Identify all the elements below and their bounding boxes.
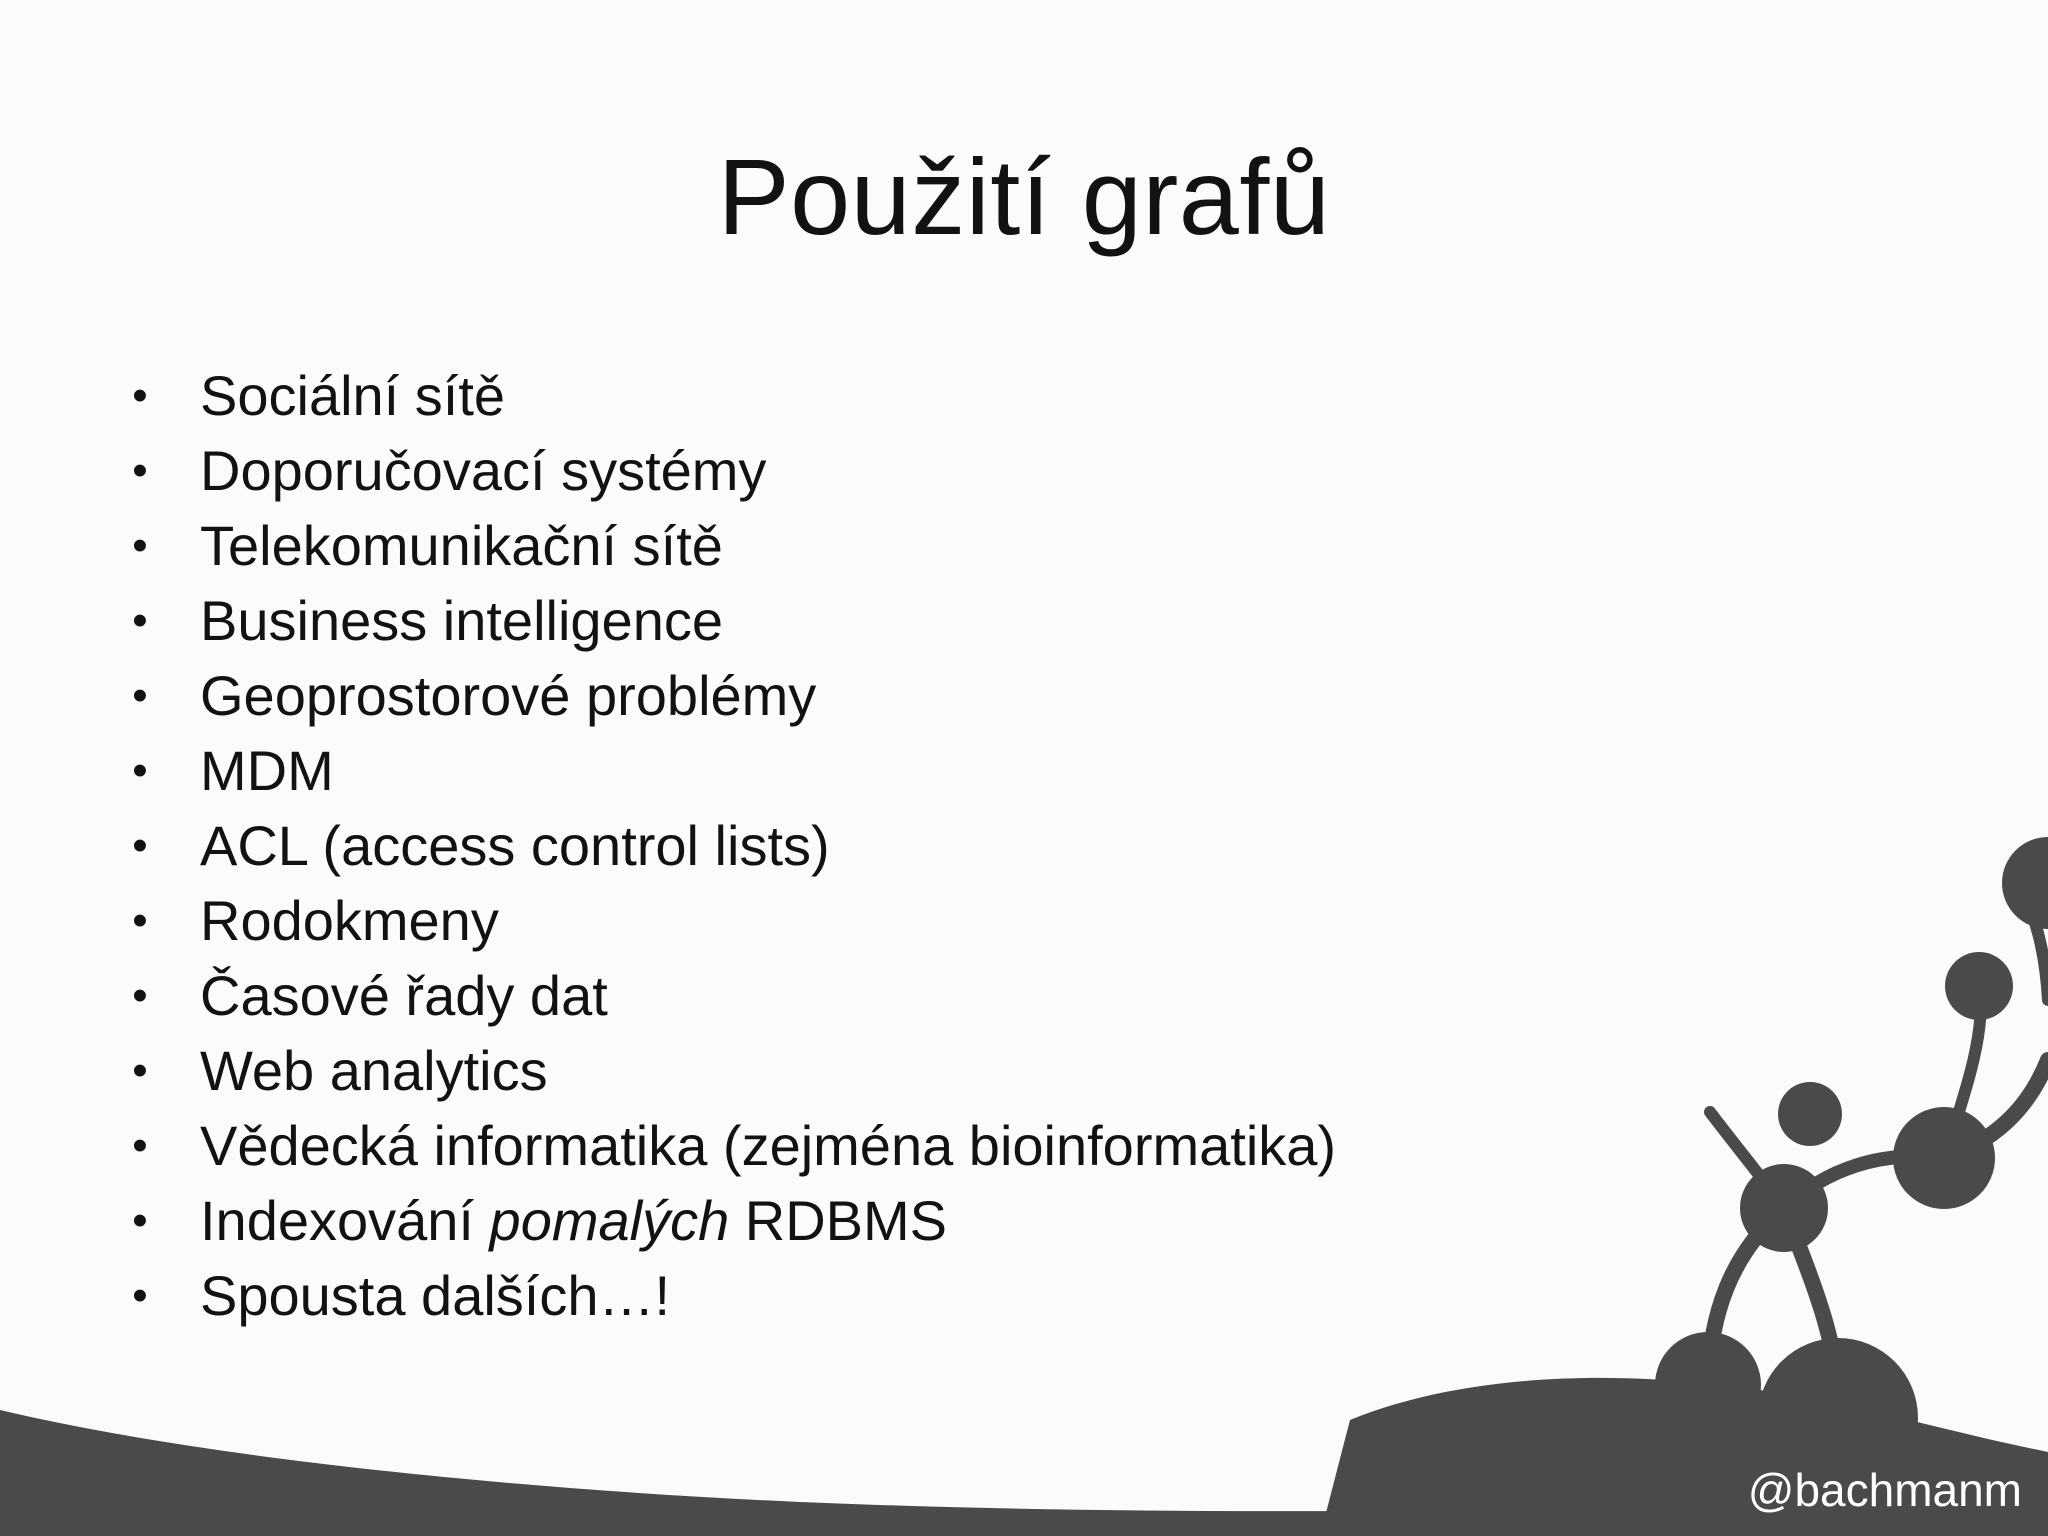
bullet-icon: • [132,746,148,795]
bullet-text-italic: pomalých [489,1189,730,1252]
bullet-text: Web analytics [200,1039,548,1102]
bullet-icon: • [132,671,148,720]
bullet-text: Vědecká informatika (zejména bioinformatika) [200,1114,1337,1177]
bullet-icon: • [132,1121,148,1170]
bullet-text: MDM [200,739,334,802]
bullet-icon: • [132,371,148,420]
bullet-icon: • [132,596,148,645]
bullet-list [120,358,1620,1333]
bullet-text: Rodokmeny [200,889,499,952]
bullet-icon: • [132,521,148,570]
bullet-item-telecom-networks [120,508,1620,583]
bullet-item-web-analytics [120,1033,1620,1108]
bullet-text [200,1183,947,1258]
bullet-item-indexing-rdbms [120,1183,1620,1258]
bullet-text: Geoprostorové problémy [200,664,817,727]
bullet-text-after: RDBMS [729,1189,948,1252]
bullet-item-family-trees [120,883,1620,958]
footer-handle: @bachmanm [1747,1464,2022,1516]
bullet-item-many-more [120,1258,1620,1333]
bullet-item-recommendation-systems [120,433,1620,508]
bullet-icon: • [132,1046,148,1095]
bullet-text: Časové řady dat [200,964,608,1027]
bullet-item-scientific-informatics [120,1108,1620,1183]
bullet-item-business-intelligence [120,583,1620,658]
bullet-text: Business intelligence [200,589,723,652]
bullet-text: Sociální sítě [200,364,506,427]
bullet-icon: • [132,1271,148,1320]
bullet-item-mdm [120,733,1620,808]
bullet-item-social-networks [120,358,1620,433]
bullet-text: ACL (access control lists) [200,814,830,877]
bullet-item-geospatial-problems [120,658,1620,733]
bullet-text: Telekomunikační sítě [200,514,723,577]
bullet-text: Spousta dalších…! [200,1264,671,1327]
bullet-item-acl [120,808,1620,883]
bullet-icon: • [132,971,148,1020]
slide-title: Použití grafů [717,136,1331,257]
bullet-icon: • [132,446,148,495]
bullet-icon: • [132,896,148,945]
bullet-text: Doporučovací systémy [200,439,767,502]
bullet-text-before: Indexování [200,1189,490,1252]
bullet-icon: • [132,1196,148,1245]
bullet-icon: • [132,821,148,870]
bullet-item-time-series [120,958,1620,1033]
